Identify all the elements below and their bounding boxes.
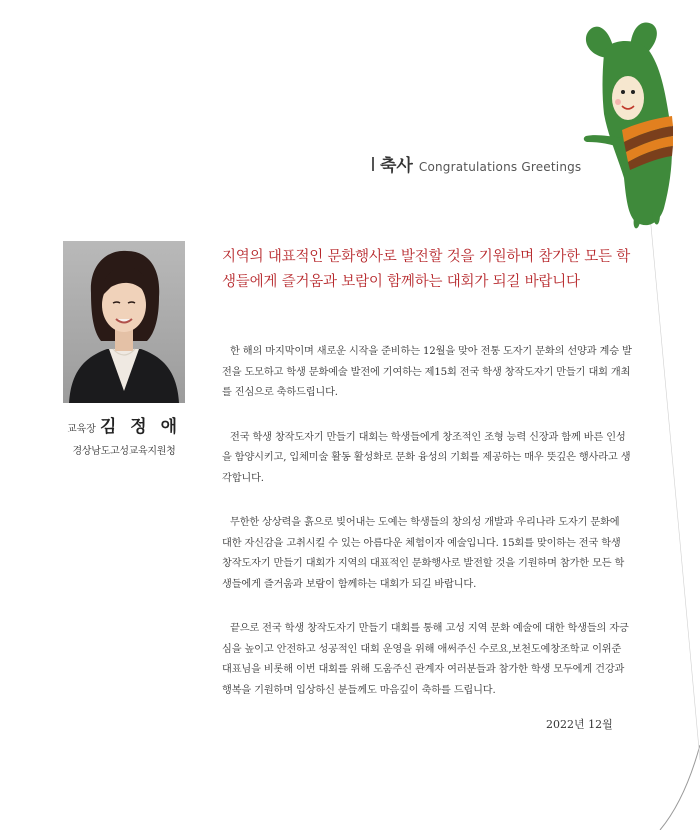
- body-text: [222, 342, 632, 725]
- paragraph: 전국 학생 창작도자기 만들기 대회는 학생들에게 창조적인 조형 능력 신장과 함께 바른 인성을 함양시키고, 입체미술 활동 활성화로 문화 융성의 기회를 제공하는 매우 뜻깊은 행사라고 생각합니다.: [222, 431, 631, 484]
- header-title-korean: 축사: [380, 156, 413, 176]
- headline-quote: 지역의 대표적인 문화행사로 발전할 것을 기원하며 참가한 모든 학생들에게 즐거움과 보람이 함께하는 대회가 되길 바랍니다: [222, 249, 631, 290]
- person-caption: [58, 412, 190, 457]
- section-header: [372, 151, 581, 176]
- header-title-english: Congratulations Greetings: [418, 160, 582, 174]
- header-divider-bar: [372, 157, 374, 171]
- paragraph: 끝으로 전국 학생 창작도자기 만들기 대회를 통해 고성 지역 문화 예술에 대한 학생들의 자긍심을 높이고 안전하고 성공적인 대회 운영을 위해 애써주신 수로요,보천도예창조학교 이위준 대표님을 비롯해 이번 대회를 위해 도움주신 관계자 여러분들과 참가한 학생 모두에게 건강과 행복을 기원하며 입상하신 분들께도 마음깊이 축하를 드립니다.: [222, 623, 629, 696]
- paragraph: 한 해의 마지막이며 새로운 시작을 준비하는 12월을 맞아 전통 도자기 문화의 선양과 계승 발전을 도모하고 학생 문화예술 발전에 기여하는 제15회 전국 학생 창작도자기 만들기 대회 개최를 진심으로 축하드립니다.: [222, 346, 632, 398]
- person-organization: 경상남도고성교육지원청: [72, 446, 176, 457]
- mascot-icon: [578, 18, 678, 233]
- person-title-line: [58, 412, 190, 437]
- date-label: 2022년 12월: [546, 718, 613, 731]
- person-name: 김 정 애: [99, 417, 182, 437]
- portrait-photo: [63, 241, 185, 403]
- paragraph: 무한한 상상력을 흙으로 빚어내는 도예는 학생들의 창의성 개발과 우리나라 도자기 문화에 대한 자신감을 고취시킬 수 있는 아름다운 체험이자 예술입니다. 15회를 맞이하는 전국 학생 창작도자기 만들기 대회가 지역의 대표적인 문화행사로 발전할 것을 기원하며 참가한 모든 학생들에게 즐거움과 보람이 함께하는 대회가 되길 바랍니다.: [222, 517, 625, 590]
- person-role: 교육장: [66, 424, 96, 435]
